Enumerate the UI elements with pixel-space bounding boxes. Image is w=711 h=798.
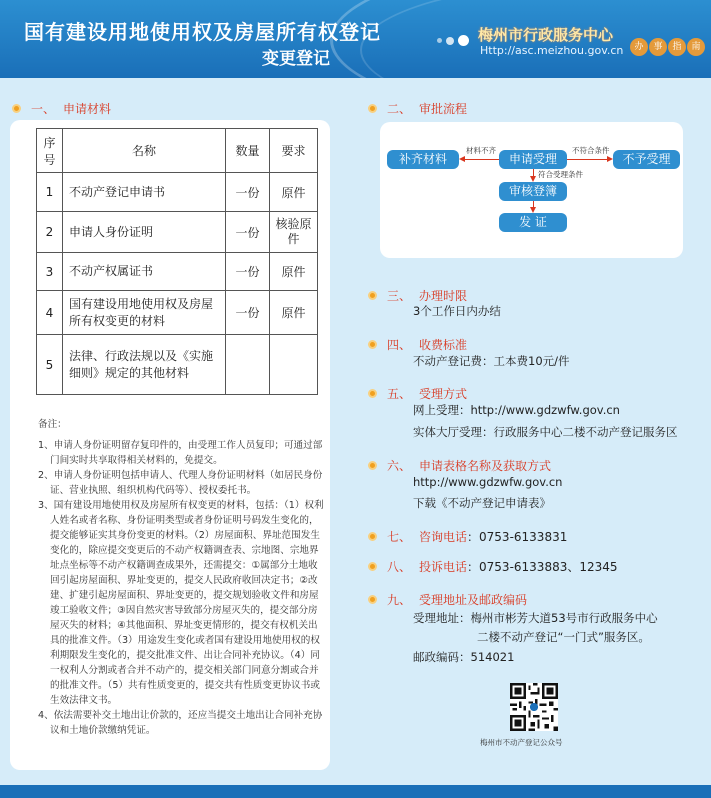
bullet-dot-icon: [368, 389, 377, 398]
table-row: 5 法律、行政法规以及《实施细则》规定的其他材料: [37, 335, 318, 395]
center-url: Http://asc.meizhou.gov.cn: [480, 44, 624, 57]
badge: 事: [649, 38, 667, 56]
section-heading-consult: 七、 咨询电话：0753-6133831: [368, 528, 567, 545]
page-title: 国有建设用地使用权及房屋所有权登记: [24, 20, 381, 44]
header-name: 名称: [63, 129, 226, 173]
note-item: 2、申请人身份证明包括申请人、代理人身份证明材料（如居民身份证、营业执照、组织机构代码等）、授权委托书。: [38, 470, 323, 496]
section-heading-materials: 一、 申请材料: [12, 100, 111, 117]
section-heading-complaint: 八、 投诉电话：0753-6133883、12345: [368, 558, 618, 575]
section-heading-address: 九、 受理地址及邮政编码: [368, 591, 527, 608]
page-subtitle: 变更登记: [262, 49, 330, 69]
header-no: 序号: [37, 129, 63, 173]
section-heading-fee: 四、 收费标准: [368, 336, 467, 353]
flow-arrow: [465, 159, 499, 160]
notes-heading: 备注：: [38, 419, 67, 430]
bullet-dot-icon: [368, 104, 377, 113]
header-banner: [0, 0, 711, 78]
bullet-dot-icon: [368, 595, 377, 604]
center-name: 梅州市行政服务中心: [478, 26, 614, 44]
header-req: 要求: [270, 129, 318, 173]
bullet-dot-icon: [368, 562, 377, 571]
flow-arrow: [533, 169, 534, 176]
complaint-phone: ：0753-6133883、12345: [467, 560, 618, 574]
form-url-link[interactable]: http://www.gdzwfw.gov.cn: [413, 475, 563, 489]
note-item: 3、国有建设用地使用权及房屋所有权变更的材料，包括：（1）权利人姓名或者名称、身份证明类型或者身份证明号码发生变化的，提交能够证实其身份变更的材料。（2）房屋面积、界址范围发生变化的，除应提交变更后的不动产权籍调查表、宗地图、宗地界址点坐标等不动产权籍调查成果外，还需提交：①属部分土地收回引起房屋面积、界址变更的，提交人民政府收回决定书；②改建、扩建引起房屋面积、界址变更的，提交规划验收文件和房屋竣工验收文件；③因自然灾害导致部分房屋灭失的，提交部分房屋灭失的材料；④其他面积、界址变更情形的，提交有权机关出具的批准文件。（3）用途发生变化或者国有建设用地使用权的权利期限发生变化的，提交批准文件、出让合同补充协议。（4）同一权利人分割或者合并不动产的，提交相关部门同意分割或合并的批准文件。（5）共有性质变更的，提交共有性质变更协议书或生效法律文书。: [38, 500, 324, 706]
postal-code: 邮政编码：514021: [413, 650, 515, 664]
bullet-dot-icon: [368, 461, 377, 470]
table-row: 1 不动产登记申请书 一份 原件: [37, 173, 318, 212]
flow-node-accept: 申请受理: [499, 150, 567, 169]
time-limit-text: 3个工作日内办结: [413, 304, 501, 318]
section-heading-process: 二、 审批流程: [368, 100, 467, 117]
address-line-2: 二楼不动产登记“一门式”服务区。: [477, 630, 650, 644]
address-line-1: 受理地址：梅州市彬芳大道53号市行政服务中心: [413, 611, 658, 625]
flow-node-supplement: 补齐材料: [387, 150, 459, 169]
flow-label-meet: 符合受理条件: [538, 170, 583, 179]
badge: 办: [630, 38, 648, 56]
badge: 指: [668, 38, 686, 56]
consult-phone: ：0753-6133831: [467, 530, 568, 544]
table-header-row: [37, 129, 318, 173]
section-heading-method: 五、 受理方式: [368, 385, 467, 402]
bullet-dot-icon: [12, 104, 21, 113]
badge: 南: [687, 38, 705, 56]
materials-table: [36, 128, 318, 395]
decorative-dots: [437, 30, 473, 49]
flow-label-not-meet: 不符合条件: [572, 146, 610, 155]
qr-code-icon: [510, 683, 558, 731]
flow-node-reject: 不予受理: [613, 150, 680, 169]
hall-accept-text: 实体大厅受理：行政服务中心二楼不动产登记服务区: [413, 425, 678, 439]
flow-label-missing: 材料不齐: [466, 146, 496, 155]
guide-badges: [630, 34, 706, 56]
arrow-down-icon: [530, 207, 536, 213]
footer-bar: [0, 785, 711, 798]
flow-node-review: 审核登簿: [499, 182, 567, 201]
form-download-text: 下载《不动产登记申请表》: [413, 496, 551, 510]
arrow-down-icon: [530, 176, 536, 182]
online-accept-text: 网上受理：http://www.gdzwfw.gov.cn: [413, 403, 620, 417]
section-heading-time: 三、 办理时限: [368, 287, 467, 304]
table-row: 4 国有建设用地使用权及房屋所有权变更的材料 一份 原件: [37, 291, 318, 335]
notes-block: [38, 417, 326, 738]
bullet-dot-icon: [368, 291, 377, 300]
header-qty: 数量: [226, 129, 270, 173]
note-item: 1、申请人身份证明留存复印件的，由受理工作人员复印；可通过部门间实时共享取得相关材料的，免提交。: [38, 440, 323, 466]
flow-node-issue: 发 证: [499, 213, 567, 232]
fee-text: 不动产登记费：工本费10元/件: [413, 354, 570, 368]
arrow-right-icon: [607, 156, 613, 162]
table-row: 3 不动产权属证书 一份 原件: [37, 253, 318, 291]
bullet-dot-icon: [368, 532, 377, 541]
note-item: 4、依法需要补交土地出让价款的，还应当提交土地出让合同补充协议和土地价款缴纳凭证。: [38, 710, 323, 736]
section-heading-form: 六、 申请表格名称及获取方式: [368, 457, 551, 474]
flow-arrow: [567, 159, 607, 160]
arrow-left-icon: [459, 156, 465, 162]
bullet-dot-icon: [368, 340, 377, 349]
table-row: 2 申请人身份证明 一份 核验原件: [37, 212, 318, 253]
qr-caption: 梅州市不动产登记公众号: [480, 738, 563, 747]
